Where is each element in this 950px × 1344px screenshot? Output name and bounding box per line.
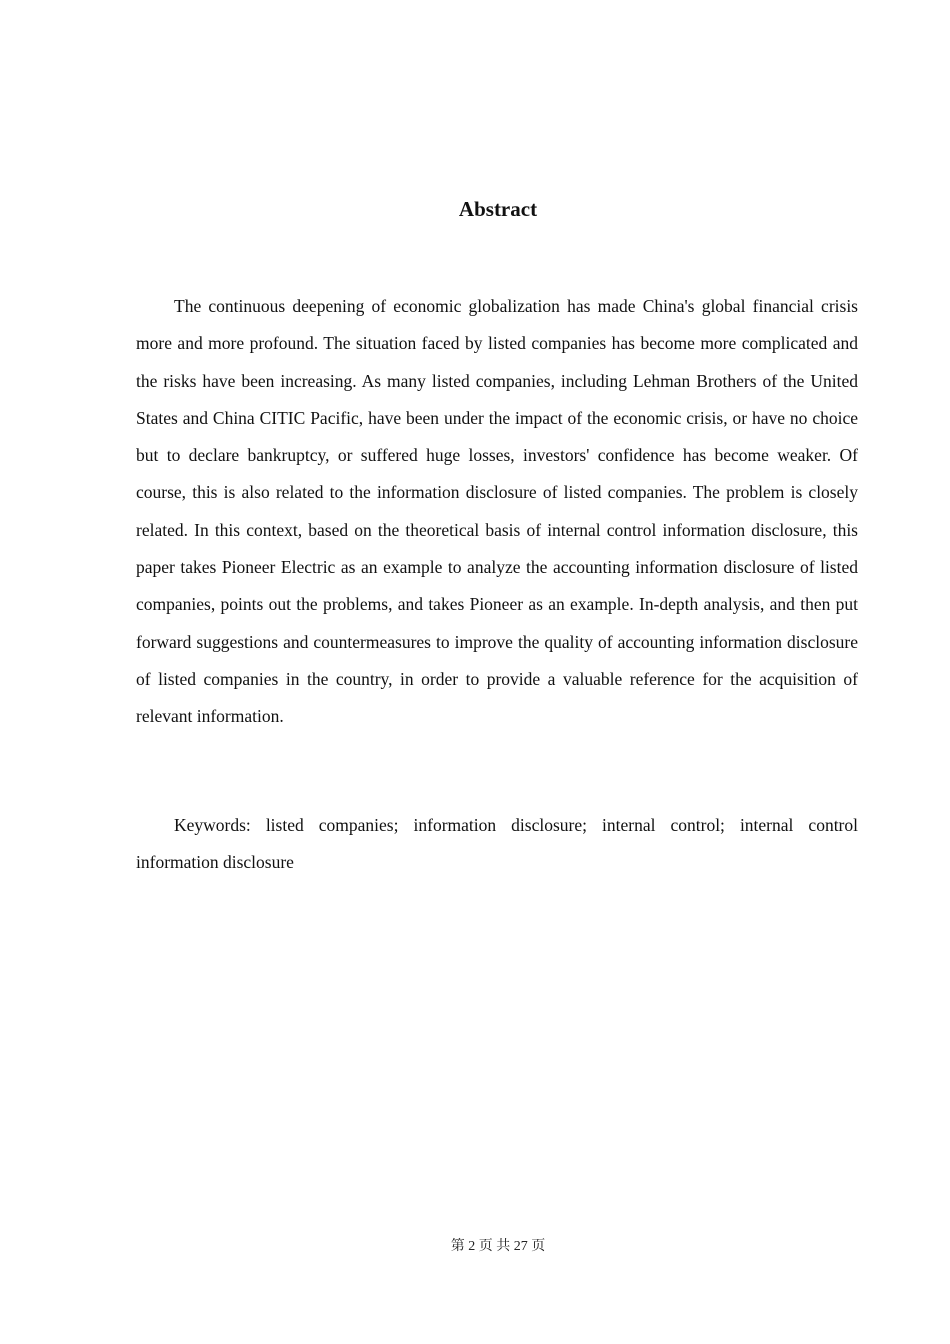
abstract-paragraph: The continuous deepening of economic globalization has made China's global financial crisis more and more profound. The situation faced by listed companies has become more complicated and the risks have been increasing. As many listed companies, including Lehman Brothers of the United States and China CITIC Pacific, have been under the impact of the economic crisis, or have no choice but to declare bankruptcy, or suffered huge losses, investors' confidence has become weaker. Of course, this is also related to the information disclosure of listed companies. The problem is closely related. In this context, based on the theoretical basis of internal control information disclosure, this paper takes Pioneer Electric as an example to analyze the accounting information disclosure of listed companies, points out the problems, and takes Pioneer as an example. In-depth analysis, and then put forward suggestions and countermeasures to improve the quality of accounting information disclosure of listed companies in the country, in order to provide a valuable reference for the acquisition of relevant information. (136, 296, 858, 727)
keywords-paragraph: Keywords: listed companies; information disclosure; internal control; internal control information disclosure (136, 815, 858, 873)
page-number-footer: 第 2 页 共 27 页 (450, 1239, 546, 1254)
abstract-title: Abstract (458, 197, 538, 221)
